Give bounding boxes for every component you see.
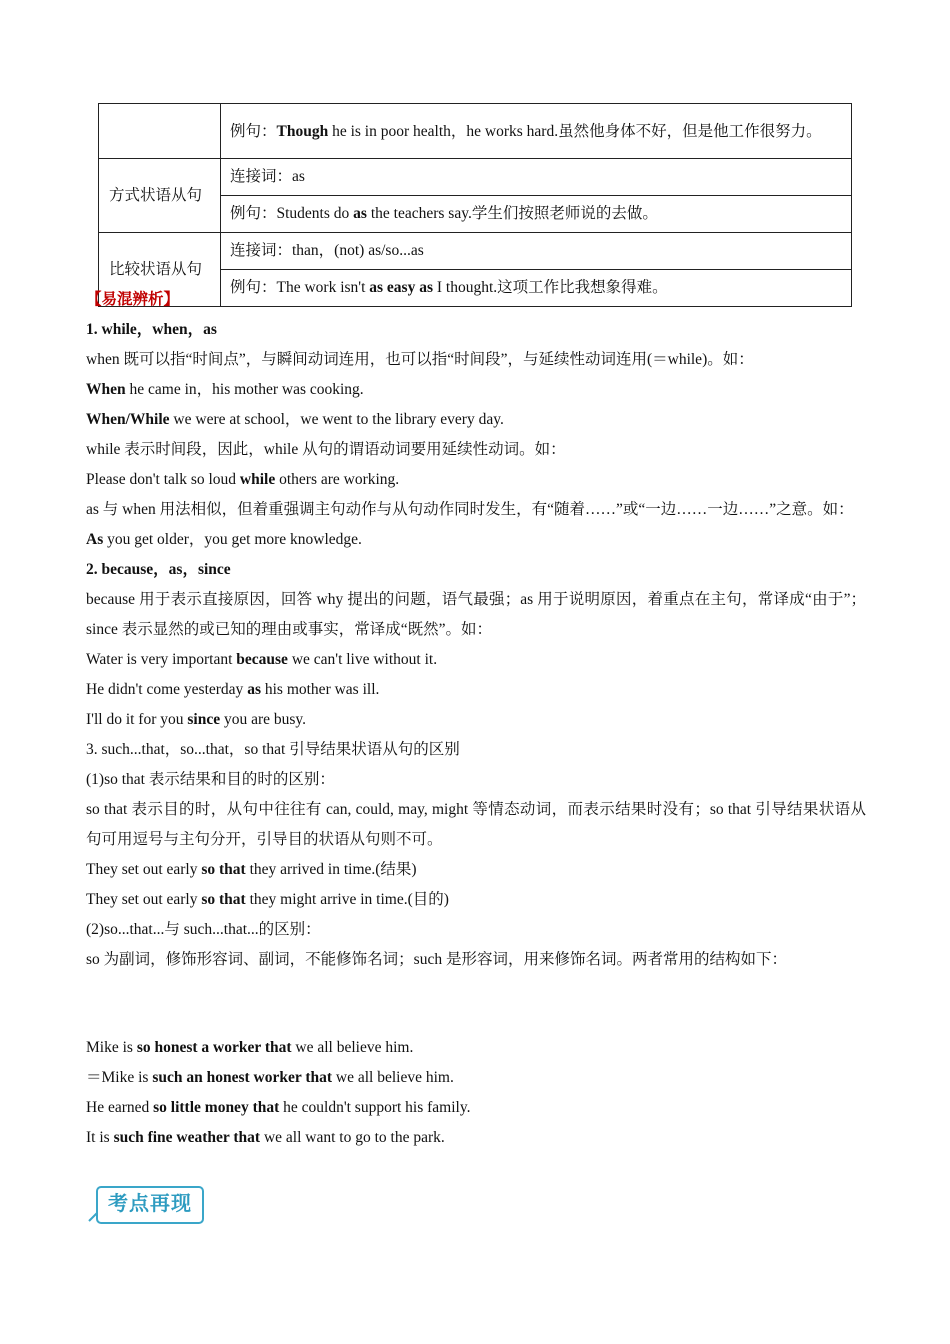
blank-gap <box>86 975 866 1033</box>
connector-cell: 连接词：than，(not) as/so...as <box>221 233 852 270</box>
clause-type-cell: 方式状语从句 <box>99 159 221 233</box>
paragraph: as 与 when 用法相似，但着重强调主句动作与从句动作同时发生，有“随着……”或“一边……一边……”之意。如： <box>86 501 854 518</box>
connector-cell: 连接词：as <box>221 159 852 196</box>
paragraph: when 既可以指“时间点”，与瞬间动词连用，也可以指“时间段”，与延续性动词连用(＝while)。如： <box>86 351 754 368</box>
example-sentence: I'll do it for you since you are busy. <box>86 711 307 728</box>
paragraph: while 表示时间段，因此，while 从句的谓语动词要用延续性动词。如： <box>86 441 566 458</box>
example-sentence: Water is very important because we can't live without it. <box>86 651 438 668</box>
subheading: 2. because，as，since <box>86 561 231 578</box>
example-cell: 例句：Students do as the teachers say.学生们按照老师说的去做。 <box>221 196 852 233</box>
clause-type-cell: 比较状语从句 <box>99 233 221 307</box>
main-content <box>86 285 866 1153</box>
adverbial-clause-table <box>98 103 852 307</box>
example-sentence: When/While we were at school，we went to the library every day. <box>86 411 504 428</box>
subheading: 1. while，when，as <box>86 321 217 338</box>
section-badge <box>88 1186 206 1226</box>
paragraph: so 为副词，修饰形容词、副词，不能修饰名词；such 是形容词，用来修饰名词。两者常用的结构如下： <box>86 951 787 968</box>
table-row <box>99 104 852 159</box>
example-sentence: They set out early so that they might arrive in time.(目的) <box>86 891 449 908</box>
paragraph: (2)so...that...与 such...that...的区别： <box>86 921 321 938</box>
table-row <box>99 233 852 270</box>
subheading: 3. such...that，so...that，so that 引导结果状语从句的区别 <box>86 741 460 758</box>
example-sentence: ＝Mike is such an honest worker that we all believe him. <box>86 1069 454 1086</box>
example-sentence: Mike is so honest a worker that we all believe him. <box>86 1039 414 1056</box>
example-sentence: It is such fine weather that we all want to go to the park. <box>86 1129 445 1146</box>
example-sentence: He didn't come yesterday as his mother was ill. <box>86 681 380 698</box>
badge-label: 考点再现 <box>108 1191 192 1215</box>
example-sentence: He earned so little money that he couldn't support his family. <box>86 1099 471 1116</box>
example-cell: 例句：Though he is in poor health，he works hard.虽然他身体不好，但是他工作很努力。 <box>221 104 852 159</box>
paragraph: because 用于表示直接原因，回答 why 提出的问题，语气最强；as 用于说明原因，着重点在主句，常译成“由于”；since 表示显然的或已知的理由或事实，常译成“既然”。如： <box>86 591 866 638</box>
table-row <box>99 159 852 196</box>
example-sentence: They set out early so that they arrived in time.(结果) <box>86 861 417 878</box>
section-title: 【易混辨析】 <box>86 291 180 308</box>
example-sentence: Please don't talk so loud while others are working. <box>86 471 400 488</box>
example-sentence: When he came in，his mother was cooking. <box>86 381 364 398</box>
example-sentence: As you get older，you get more knowledge. <box>86 531 362 548</box>
paragraph: so that 表示目的时，从句中往往有 can, could, may, might 等情态动词，而表示结果时没有；so that 引导结果状语从句可用逗号与主句分开，引导目的状语从句则不可。 <box>86 801 866 848</box>
paragraph: (1)so that 表示结果和目的时的区别： <box>86 771 335 788</box>
example-cell: 例句：The work isn't as easy as I thought.这项工作比我想象得难。 <box>221 270 852 307</box>
clause-type-cell <box>99 104 221 159</box>
